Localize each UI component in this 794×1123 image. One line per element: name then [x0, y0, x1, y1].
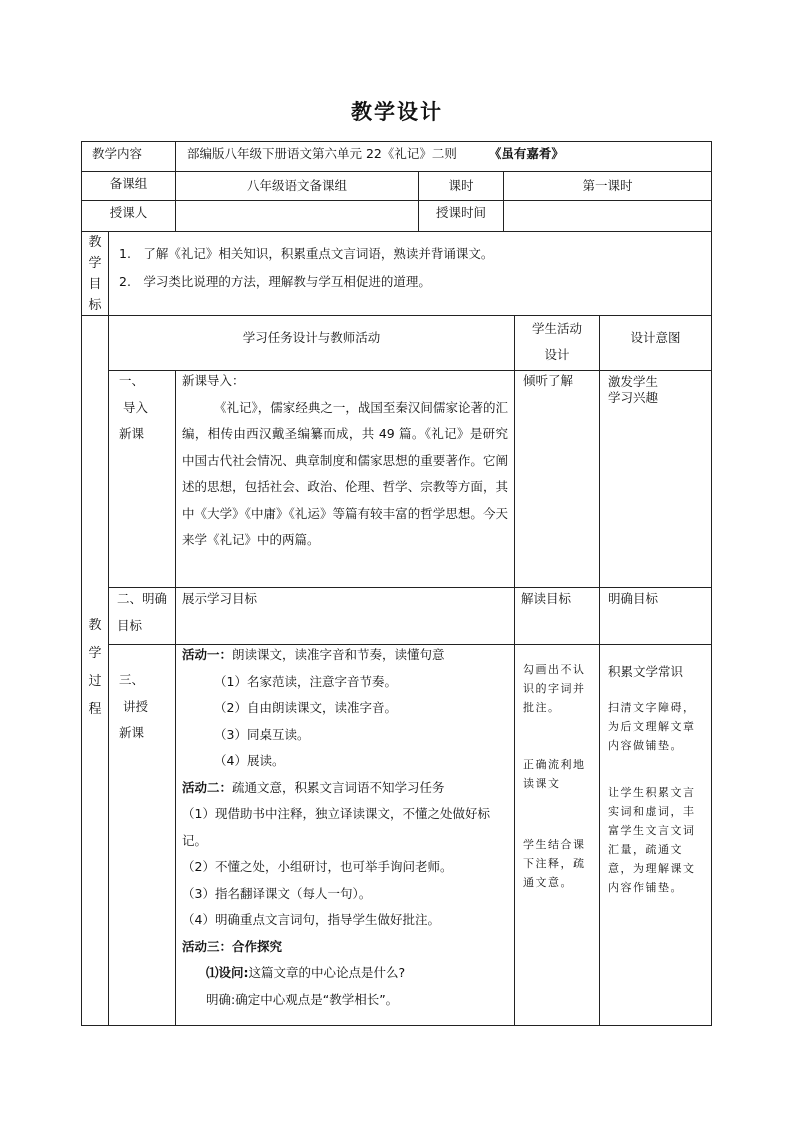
goals-label	[82, 232, 108, 315]
goal-item: 2. 学习类比说理的方法，理解教与学互相促进的道理。	[119, 274, 431, 289]
goal-item: 1. 了解《礼记》相关知识，积累重点文言词语，熟读并背诵课文。	[119, 246, 494, 261]
teach-task	[176, 642, 514, 1025]
step-teach	[109, 667, 175, 787]
content-label: 教学内容	[92, 146, 143, 161]
teacher-label: 授课人	[109, 205, 148, 220]
student-note: 勾画出不认识的字词并批注。	[523, 663, 586, 714]
activity-text: 疏通文意，积累文言词语不知学习任务	[232, 779, 445, 795]
teacher-value	[176, 201, 418, 231]
content-value	[176, 142, 711, 171]
goals-task: 展示学习目标	[182, 591, 258, 606]
goals-label-char: 学	[88, 256, 102, 271]
process-label-char: 教	[88, 618, 102, 633]
step-text: 目标	[117, 617, 143, 633]
period-label: 课时	[448, 178, 474, 193]
activity-item: （4）展读。	[214, 753, 285, 768]
activity-title: 活动一：	[182, 647, 233, 662]
student-note: 学生结合课下注释，疏通文意。	[523, 838, 586, 889]
intro-intent: 激发学生 学习兴趣	[608, 374, 659, 405]
page-title: 教学设计	[351, 100, 443, 124]
teach-intent	[600, 660, 711, 1020]
question-text: 这篇文章的中心论点是什么?	[248, 965, 406, 980]
goals-list	[109, 240, 709, 310]
process-label-char: 程	[88, 702, 102, 717]
col-task-header: 学习任务设计与教师活动	[242, 330, 381, 345]
step-intro	[109, 368, 175, 586]
activity-item: （2）不懂之处，小组研讨，也可举手询问老师。	[182, 859, 453, 874]
step-text: 二、明确	[117, 591, 168, 606]
activity-item: （4）明确重点文言词句，指导学生做好批注。	[182, 912, 440, 927]
goals-intent: 明确目标	[608, 591, 659, 606]
step-text: 新课	[119, 426, 145, 441]
col-student-header: 学生活动设计	[531, 321, 582, 362]
activity-item: （1）名家范读，注意字音节奏。	[214, 673, 397, 689]
col-intent-header: 设计意图	[630, 330, 681, 345]
goals-label-char: 标	[88, 298, 102, 313]
intent-note: 让学生积累文言实词和虚词，丰富学生文言文词汇量，疏通文意，为理解课文内容作铺垫。	[608, 786, 696, 894]
time-label: 授课时间	[435, 205, 486, 220]
step-text: 新课	[119, 725, 145, 740]
activity-1	[182, 642, 508, 669]
intro-student: 倾听了解	[523, 373, 574, 388]
activity-text: 朗读课文，读准字音和节奏，读懂句意	[232, 647, 445, 662]
activity-item: （3）同桌互读。	[214, 726, 310, 742]
time-value	[504, 201, 711, 231]
group-label: 备课组	[109, 176, 148, 191]
goals-student: 解读目标	[521, 591, 572, 606]
student-note: 正确流利地读课文	[523, 758, 586, 790]
step-text: 讲授	[123, 698, 149, 714]
period-value: 第一课时	[582, 178, 633, 193]
group-value: 八年级语文备课组	[246, 178, 347, 193]
step-text: 导入	[123, 399, 149, 415]
process-label-char: 学	[88, 646, 102, 661]
activity-title: 活动二：	[182, 779, 233, 795]
intent-note: 积累文学常识	[608, 664, 684, 679]
intro-heading: 新课导入：	[182, 373, 245, 388]
process-label-char: 过	[88, 674, 102, 689]
goals-label-char: 教	[88, 235, 102, 250]
intro-task	[176, 368, 514, 586]
step-text: 三、	[119, 672, 145, 687]
intent-note: 扫清文字障碍，为后文理解文章内容做铺垫。	[608, 701, 696, 752]
process-label	[82, 612, 108, 722]
content-lesson-title: 《虽有嘉肴》	[488, 146, 564, 161]
activity-item: （1）现借助书中注释，独立译读课文，不懂之处做好标记。	[182, 806, 490, 848]
activity-item: （3）指名翻译课文（每人一句）。	[182, 885, 372, 901]
intro-body: 《礼记》，儒家经典之一，战国至秦汉间儒家论著的汇编，相传由西汉戴圣编纂而成，共 49 篇。《礼记》是研究中国古代社会情况、典章制度和儒家思想的重要著作。它阐述的思想，包括社会、政治、伦理、哲学、宗教等方面，其中《大学》《中庸》《礼运》等篇有较丰富的哲学思想。今天来学《礼记》中的两篇。	[182, 399, 508, 547]
activity-item: （2）自由朗读课文，读准字音。	[214, 700, 397, 715]
activity-2	[182, 775, 508, 802]
question	[182, 960, 508, 987]
activity-3-title: 活动三：合作探究	[182, 938, 283, 954]
step-text: 一、	[119, 373, 145, 388]
step-goals	[109, 586, 175, 644]
goals-label-char: 目	[88, 277, 102, 292]
question-label: ⑴设问:	[206, 965, 249, 980]
teach-student	[515, 660, 599, 1020]
answer: 明确:确定中心观点是“教学相长”。	[206, 991, 399, 1007]
content-text: 部编版八年级下册语文第六单元 22《礼记》二则	[187, 146, 457, 161]
